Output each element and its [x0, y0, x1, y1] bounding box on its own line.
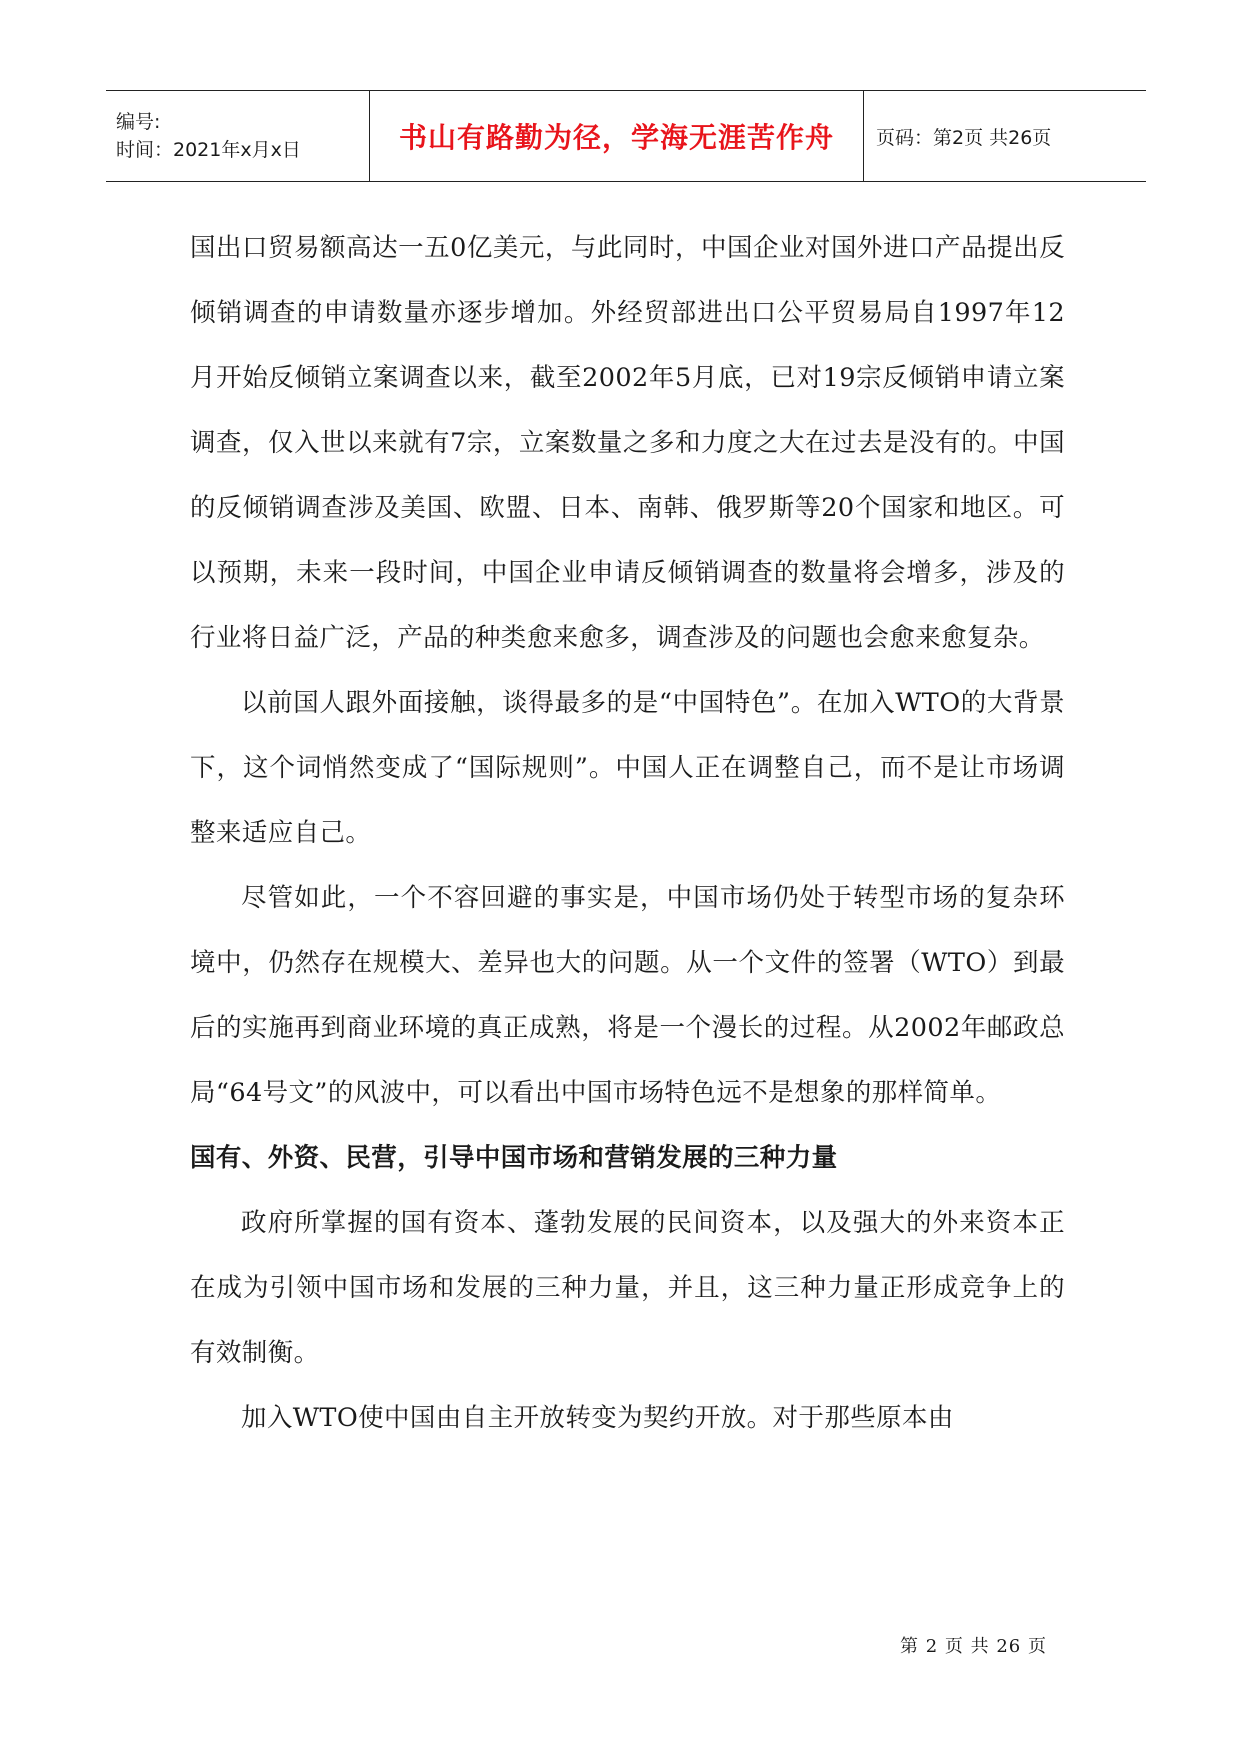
header-motto: 书山有路勤为径，学海无涯苦作舟	[398, 121, 834, 154]
header-page-info: 页码：第2页 共26页	[876, 126, 1052, 149]
document-body	[190, 216, 1065, 1451]
header-motto-cell	[370, 91, 864, 181]
serial-number-label: 编号:	[116, 111, 161, 133]
header-page-cell	[864, 91, 1146, 181]
page-footer: 第 2 页 共 26 页	[900, 1636, 1047, 1657]
paragraph: 以前国人跟外面接触，谈得最多的是“中国特色”。在加入WTO的大背景下，这个词悄然变成了“国际规则”。中国人正在调整自己，而不是让市场调整来适应自己。	[190, 688, 1065, 848]
date-label: 时间：2021年x月x日	[116, 139, 301, 161]
paragraph: 尽管如此，一个不容回避的事实是，中国市场仍处于转型市场的复杂环境中，仍然存在规模大、差异也大的问题。从一个文件的签署（WTO）到最后的实施再到商业环境的真正成熟，将是一个漫长的过程。从2002年邮政总局“64号文”的风波中，可以看出中国市场特色远不是想象的那样简单。	[190, 883, 1065, 1108]
paragraph: 加入WTO使中国由自主开放转变为契约开放。对于那些原本由	[241, 1403, 954, 1433]
document-header	[106, 90, 1146, 182]
section-heading: 国有、外资、民营，引导中国市场和营销发展的三种力量	[190, 1143, 838, 1173]
paragraph-continued: 国出口贸易额高达一五0亿美元，与此同时，中国企业对国外进口产品提出反倾销调查的申请数量亦逐步增加。外经贸部进出口公平贸易局自1997年12月开始反倾销立案调查以来，截至2002年5月底，已对19宗反倾销申请立案调查，仅入世以来就有7宗，立案数量之多和力度之大在过去是没有的。中国的反倾销调查涉及美国、欧盟、日本、南韩、俄罗斯等20个国家和地区。可以预期，未来一段时间，中国企业申请反倾销调查的数量将会增多，涉及的行业将日益广泛，产品的种类愈来愈多，调查涉及的问题也会愈来愈复杂。	[190, 233, 1065, 653]
paragraph: 政府所掌握的国有资本、蓬勃发展的民间资本，以及强大的外来资本正在成为引领中国市场和发展的三种力量，并且，这三种力量正形成竞争上的有效制衡。	[190, 1208, 1065, 1368]
header-meta-cell	[106, 91, 370, 181]
